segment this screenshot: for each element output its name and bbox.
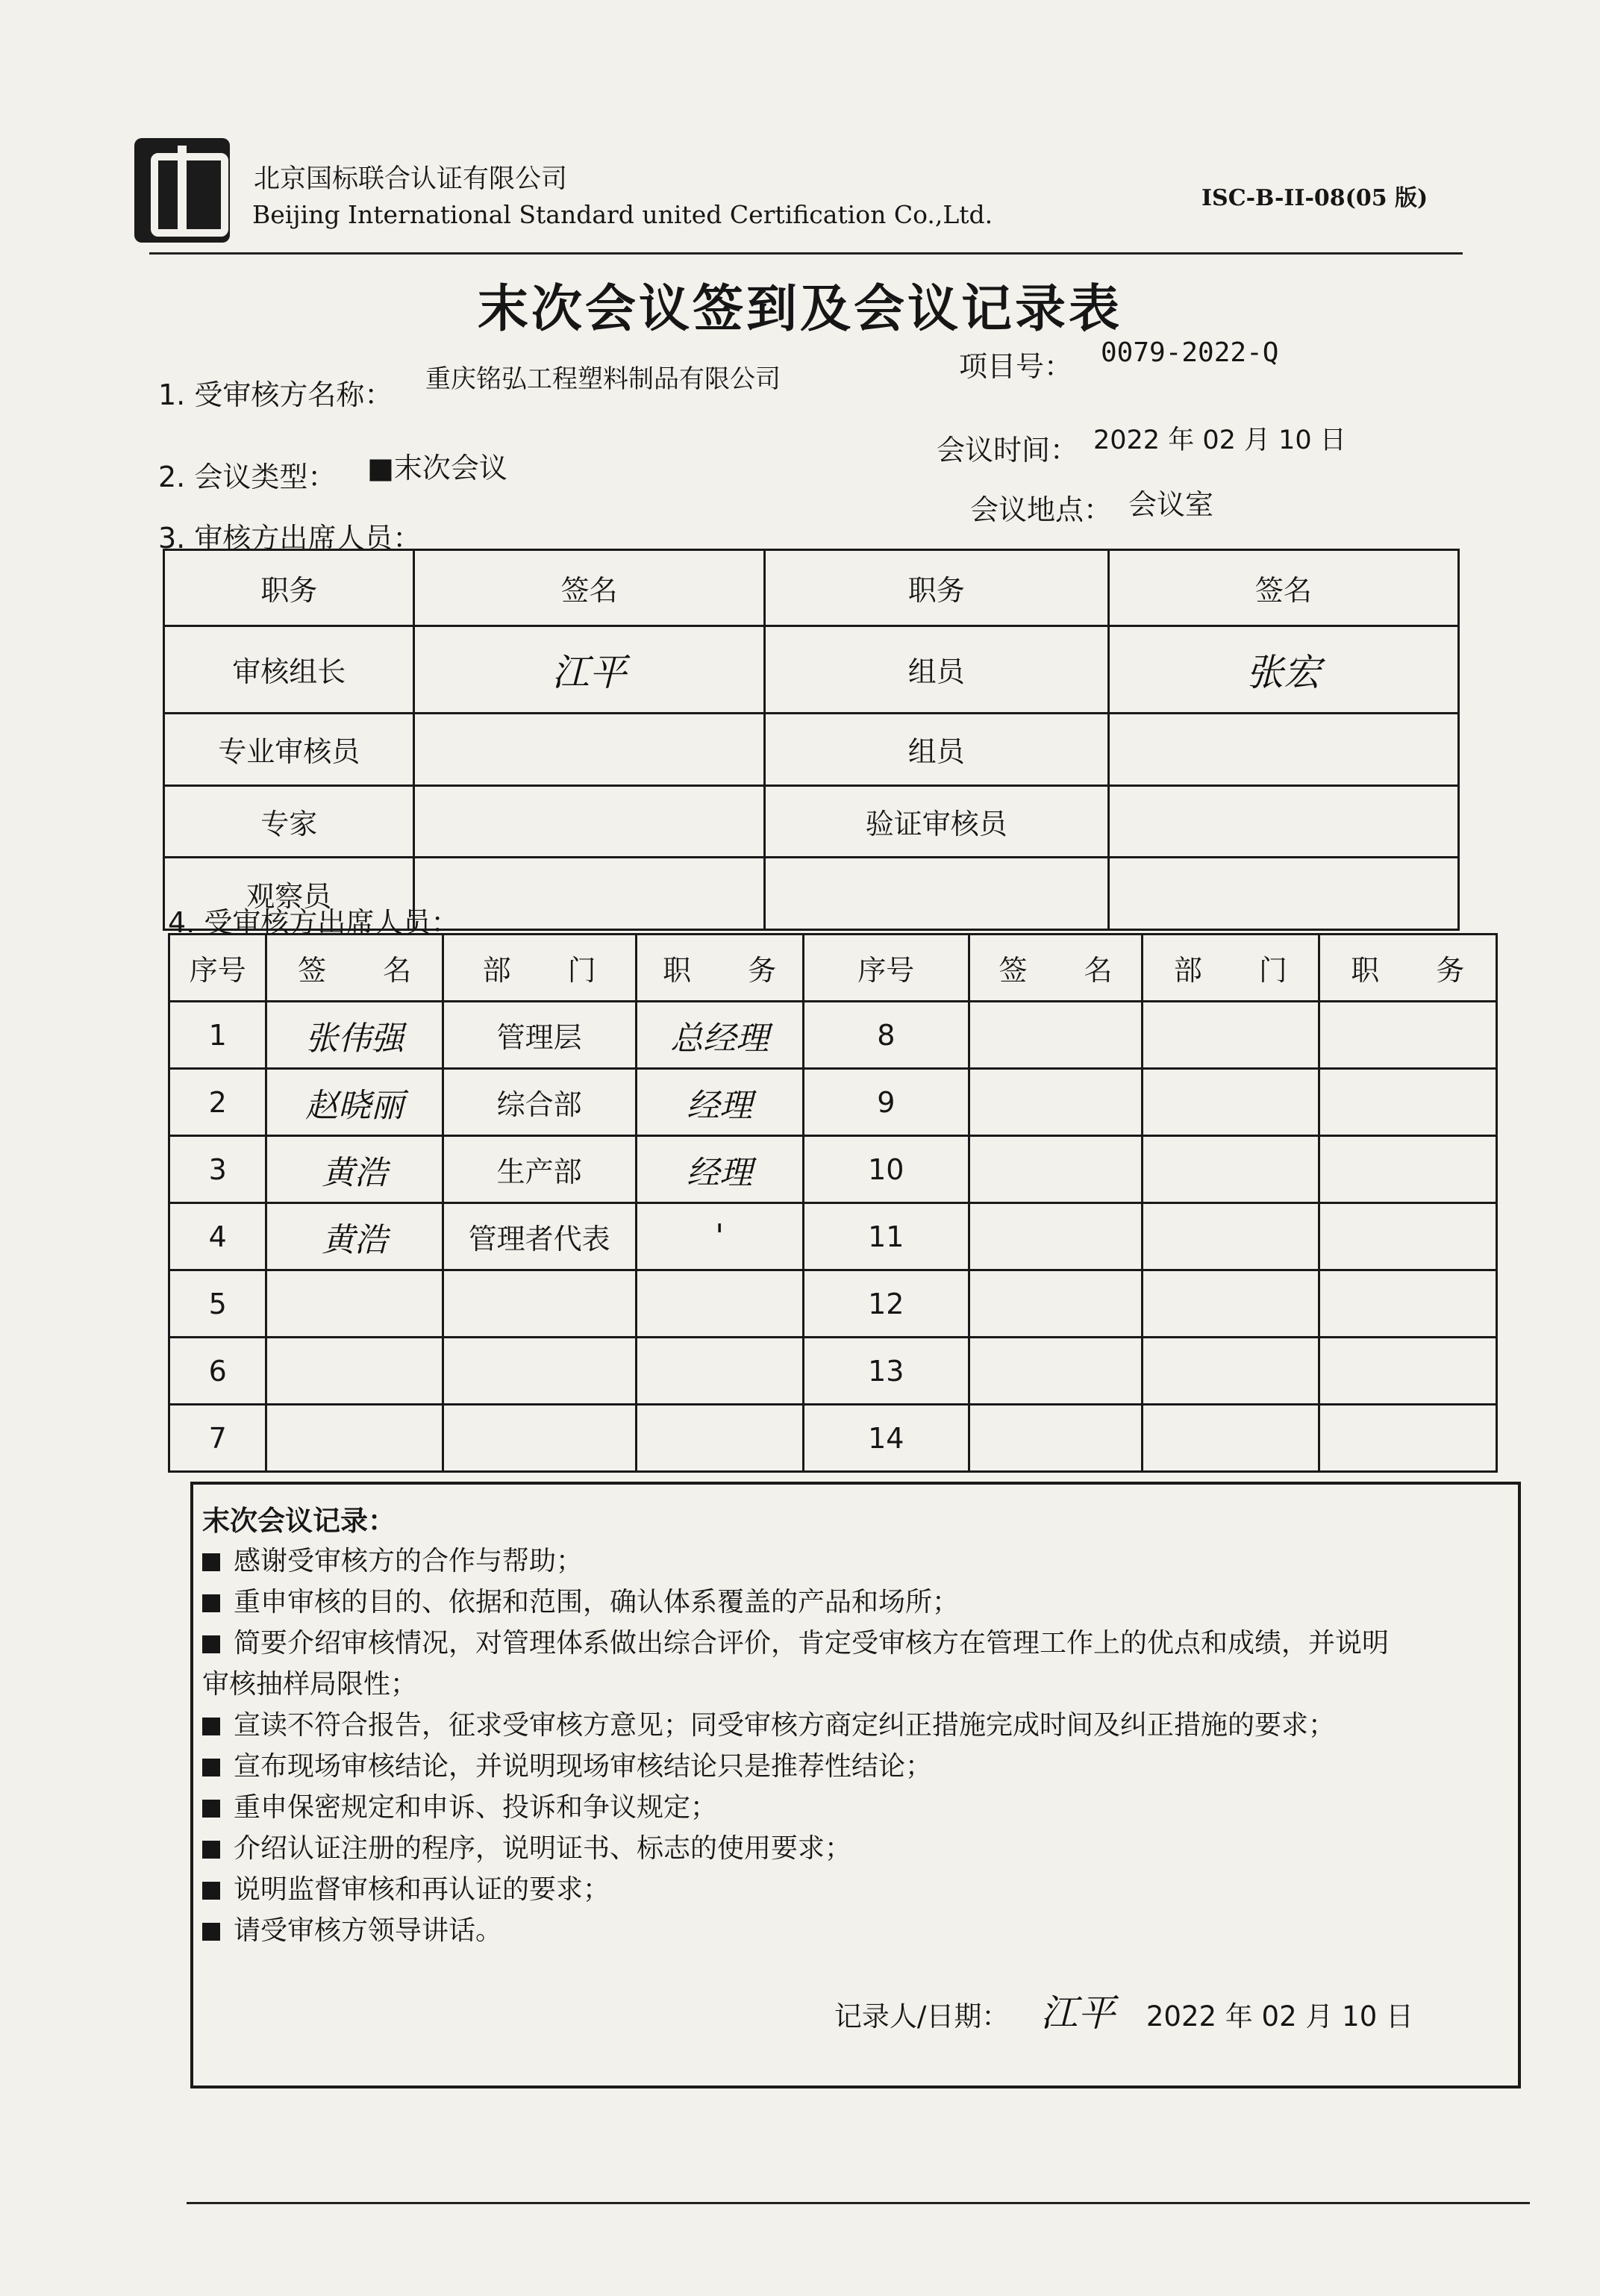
checkbox-checked-icon [202,1635,220,1653]
position-cell: 经理 [636,1136,803,1203]
company-name-en: Beijing International Standard united Certification Co.,Ltd. [252,200,993,229]
seq-cell: 12 [803,1270,969,1338]
handwritten-signature: 赵晓丽 [266,1069,443,1136]
signature-cell [1108,713,1458,785]
handwritten-signature: 张宏 [1108,626,1458,713]
auditee-section-label: 4. 受审核方出席人员： [168,906,460,939]
meeting-notes-box [190,1482,1521,2088]
footer-divider [187,2202,1530,2204]
department-cell: 管理层 [443,1002,636,1069]
notes-list [202,1541,1516,1951]
department-cell: 管理者代表 [443,1203,636,1270]
meeting-time-value: 2022 年 02 月 10 日 [1093,425,1346,455]
list-item: 重申保密规定和申诉、投诉和争议规定； [202,1787,1516,1828]
signature-cell [414,785,764,858]
role-cell: 专业审核员 [164,713,414,785]
handwritten-signature: 张伟强 [266,1002,443,1069]
header-divider [149,252,1463,255]
seq-cell: 14 [803,1405,969,1472]
seq-cell: 7 [169,1405,266,1472]
handwritten-signature: 江平 [414,626,764,713]
role-cell: 组员 [764,626,1108,713]
header-position: 职务 [164,550,414,626]
department-cell: 综合部 [443,1069,636,1136]
department-cell: 生产部 [443,1136,636,1203]
meeting-type-label: 2. 会议类型： [158,461,337,493]
table-row [169,1405,1497,1472]
table-row [169,1069,1497,1136]
list-item: 审核抽样局限性； [202,1669,418,1700]
role-cell: 专家 [164,785,414,858]
project-number-value: 0079-2022-Q [1101,337,1279,368]
list-item: 简要介绍审核情况，对管理体系做出综合评价，肯定受审核方在管理工作上的优点和成绩，并说明 [202,1623,1516,1664]
meeting-type-value: ■末次会议 [367,452,507,484]
recorder-label: 记录人/日期： [834,2000,1010,2033]
checkbox-checked-icon [202,1718,220,1735]
seq-cell: 10 [803,1136,969,1203]
list-item: 宣布现场审核结论，并说明现场审核结论只是推荐性结论； [202,1746,1516,1787]
table-row [169,1136,1497,1203]
company-name-cn: 北京国标联合认证有限公司 [254,164,568,194]
meeting-place-value: 会议室 [1128,488,1214,521]
checkbox-checked-icon [202,1923,220,1941]
auditor-attendance-table [163,549,1460,931]
recorder-line [834,1983,1413,2037]
handwritten-signature: 江平 [1040,1991,1116,2035]
header-position: 职 务 [636,935,803,1002]
list-item: 说明监督审核和再认证的要求； [202,1869,1516,1910]
checkbox-checked-icon [202,1759,220,1776]
position-cell: 总经理 [636,1002,803,1069]
seq-cell: 2 [169,1069,266,1136]
seq-cell: 3 [169,1136,266,1203]
header-seq: 序号 [169,935,266,1002]
header-position: 职 务 [1319,935,1496,1002]
position-cell: 经理 [636,1069,803,1136]
checkbox-checked-icon [202,1841,220,1859]
checkbox-checked-icon [202,1882,220,1900]
document-code: ISC-B-II-08(05 版) [1201,185,1428,211]
header-department: 部 门 [443,935,636,1002]
signature-cell [1108,858,1458,930]
auditee-name-label: 1. 受审核方名称： [158,378,393,411]
seq-cell: 8 [803,1002,969,1069]
list-item: 宣读不符合报告，征求受审核方意见；同受审核方商定纠正措施完成时间及纠正措施的要求； [202,1705,1516,1746]
seq-cell: 11 [803,1203,969,1270]
seq-cell: 13 [803,1338,969,1405]
handwritten-signature: 黄浩 [266,1203,443,1270]
form-title: 末次会议签到及会议记录表 [477,280,1122,339]
table-row [169,1270,1497,1338]
role-cell: 验证审核员 [764,785,1108,858]
recorder-date: 2022 年 02 月 10 日 [1146,2000,1413,2033]
header-position: 职务 [764,550,1108,626]
handwritten-signature: 黄浩 [266,1136,443,1203]
list-item: 请受审核方领导讲话。 [202,1910,1516,1951]
seq-cell: 5 [169,1270,266,1338]
role-cell: 审核组长 [164,626,414,713]
signature-cell [414,858,764,930]
header-signature: 签名 [414,550,764,626]
role-cell [764,858,1108,930]
signature-cell [414,713,764,785]
table-row [169,1338,1497,1405]
checkbox-checked-icon [202,1594,220,1612]
checkbox-checked-icon [202,1553,220,1571]
auditee-name-value: 重庆铭弘工程塑料制品有限公司 [425,364,781,394]
seq-cell: 9 [803,1069,969,1136]
position-cell: ' [636,1203,803,1270]
notes-title: 末次会议记录： [202,1505,396,1537]
checkbox-checked-icon [202,1800,220,1818]
seq-cell: 4 [169,1203,266,1270]
header-signature: 签名 [1108,550,1458,626]
table-row [169,1203,1497,1270]
seq-cell: 1 [169,1002,266,1069]
company-logo [134,138,230,243]
role-cell: 观察员 [164,858,414,930]
header-department: 部 门 [1143,935,1319,1002]
auditee-attendance-table [168,933,1498,1473]
list-item: 介绍认证注册的程序，说明证书、标志的使用要求； [202,1828,1516,1869]
header-seq: 序号 [803,935,969,1002]
table-row [169,1002,1497,1069]
role-cell: 组员 [764,713,1108,785]
header-signature: 签 名 [266,935,443,1002]
seq-cell: 6 [169,1338,266,1405]
meeting-time-label: 会议时间： [937,434,1079,467]
header-signature: 签 名 [969,935,1142,1002]
meeting-place-label: 会议地点： [970,493,1113,526]
list-item: 重申审核的目的、依据和范围，确认体系覆盖的产品和场所； [202,1582,1516,1623]
list-item: 感谢受审核方的合作与帮助； [202,1541,1516,1582]
auditor-section-label: 3. 审核方出席人员： [158,522,422,555]
project-number-label: 项目号： [959,350,1073,383]
signature-cell [1108,785,1458,858]
